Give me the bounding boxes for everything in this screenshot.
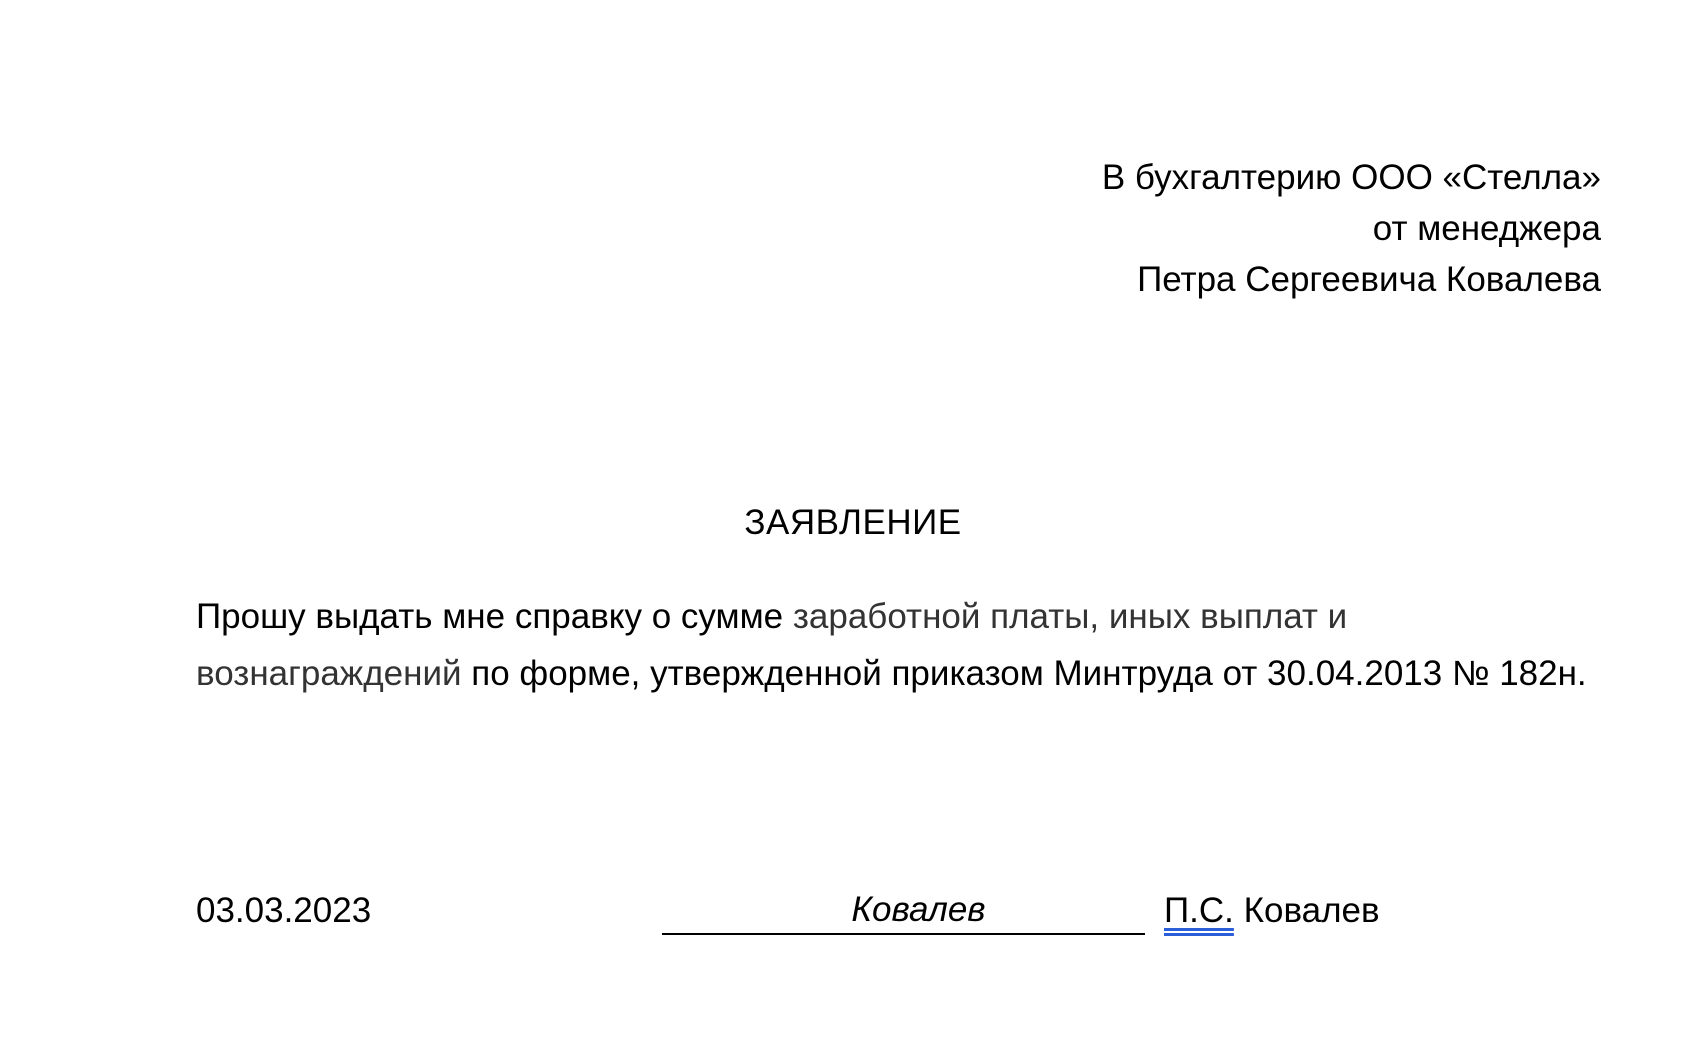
request-paragraph: [196, 588, 1616, 702]
signature: Ковалев: [851, 890, 986, 929]
addressee-line-3: Петра Сергеевича Ковалева: [1137, 260, 1601, 299]
request-text-part-1: Прошу выдать мне справку о сумме: [196, 597, 793, 636]
document-title: ЗАЯВЛЕНИЕ: [744, 503, 962, 542]
addressee-block: [1102, 152, 1601, 305]
request-text-part-3: по форме, утвержденной приказом Минтруда от 30.04.2013 № 182н.: [461, 654, 1587, 693]
document-date: 03.03.2023: [196, 891, 372, 930]
request-text-part-2: заработной платы, иных выплат и вознаграждений: [196, 597, 1348, 693]
signature-line: [662, 887, 1145, 935]
signer-name: [1164, 888, 1380, 934]
addressee-line-1: В бухгалтерию ООО «Стелла»: [1101, 158, 1601, 197]
addressee-line-2: от менеджера: [1372, 209, 1601, 248]
signer-surname: Ковалев: [1233, 891, 1380, 930]
signer-initials: П.С.: [1164, 891, 1234, 930]
